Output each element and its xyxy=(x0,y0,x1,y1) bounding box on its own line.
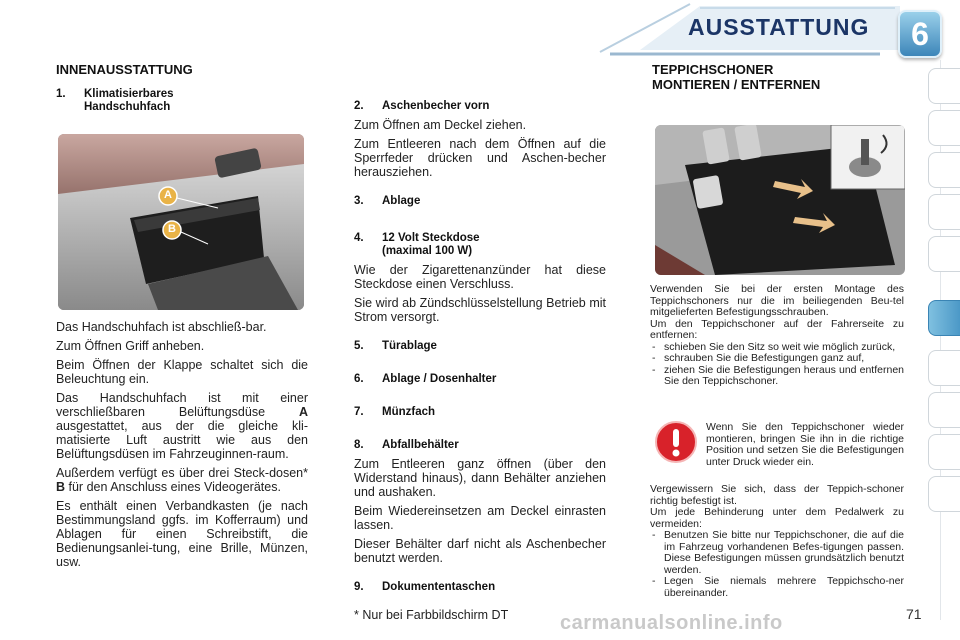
floor-mat-instructions: Verwenden Sie bei der ersten Montage des Teppichschoners nur die im beiliegenden Beu-tel mitgelieferten Befestigungsschrauben. Um den Teppichschoner auf der Fahrerseite zu entfernen: - schieben Sie den Sitz so weit wie möglich zurück, - schrauben Sie die Befestigungen ganz auf, - ziehen Sie die Befestigungen heraus und entfernen Sie den Teppichschoner. xyxy=(650,284,904,388)
item-5-heading: 5. Türablage xyxy=(354,340,437,352)
remove-step: - ziehen Sie die Befestigungen heraus und entfernen Sie den Teppichschoner. xyxy=(650,365,904,388)
warning-icon xyxy=(654,420,698,464)
chapter-tab-7[interactable] xyxy=(928,350,960,386)
item-8-heading: 8. Abfallbehälter xyxy=(354,439,459,451)
section-heading-teppichschoner: TEPPICHSCHONER MONTIEREN / ENTFERNEN xyxy=(652,62,821,92)
para-sockets: Außerdem verfügt es über drei Steck-dosen* B für den Anschluss eines Videogerätes. xyxy=(56,466,308,494)
section-heading-innenausstattung: INNENAUSSTATTUNG xyxy=(56,62,193,77)
middle-column xyxy=(354,100,606,622)
footnote: * Nur bei Farbbildschirm DT xyxy=(354,608,509,622)
chapter-tab-6-active[interactable] xyxy=(928,300,960,336)
prevent-step: - Benutzen Sie bitte nur Teppichschoner, die auf die im Fahrzeug vorhandenen Befes-tigungen passen. Diese Befestigungen müssen grundsätzlich benutzt werden. xyxy=(650,530,904,576)
remove-step: - schrauben Sie die Befestigungen ganz auf, xyxy=(650,353,904,365)
chapter-tab-4[interactable] xyxy=(928,194,960,230)
chapter-tab-2[interactable] xyxy=(928,110,960,146)
chapter-tab-9[interactable] xyxy=(928,434,960,470)
item-9-heading: 9. Dokumententaschen xyxy=(354,581,496,593)
para-light: Beim Öffnen der Klappe schaltet sich die Beleuchtung ein. xyxy=(56,358,308,386)
para-open: Zum Öffnen Griff anheben. xyxy=(56,339,205,353)
prevent-steps xyxy=(650,530,904,599)
item-7-heading: 7. Münzfach xyxy=(354,406,436,418)
glovebox-photo xyxy=(58,134,304,310)
item-4-text: Wie der Zigarettenanzünder hat diese Steckdose einen Verschluss. Sie wird ab Zündschlüsselstellung Betrieb mit Strom versorgt. xyxy=(354,263,606,324)
remove-steps xyxy=(650,342,904,388)
chapter-tab-8[interactable] xyxy=(928,392,960,428)
prevent-step: - Legen Sie niemals mehrere Teppichscho-ner übereinander. xyxy=(650,576,904,599)
para-vent: Das Handschuhfach ist mit einer verschließbaren Belüftungsdüse A ausgestattet, aus der die gleiche kli-matisierte Luft austritt wie aus den Belüftungsdüsen im Fahrzeuginnen-raum. xyxy=(56,391,308,461)
watermark: carmanualsonline.info xyxy=(560,612,783,634)
item-2-text: Zum Öffnen am Deckel ziehen. Zum Entleeren nach dem Öffnen auf die Sperrfeder drücken und Aschen-becher herausziehen. xyxy=(354,118,606,179)
item-3-heading: 3. Ablage xyxy=(354,195,421,207)
chapter-tab-5[interactable] xyxy=(928,236,960,272)
chapter-tab-1[interactable] xyxy=(928,68,960,104)
callout-b: B xyxy=(168,223,176,235)
item-6-heading: 6. Ablage / Dosenhalter xyxy=(354,373,497,385)
item-2-heading: 2. Aschenbecher vorn xyxy=(354,100,490,112)
chapter-number-badge: 6 xyxy=(898,10,942,58)
item-8-text: Zum Entleeren ganz öffnen (über den Widerstand hinaus), dann Behälter anziehen und aushaken. Beim Wiedereinsetzen am Deckel einrasten lassen. Dieser Behälter darf nicht als Aschenbecher benutzt werden. xyxy=(354,457,606,565)
floor-mat-photo xyxy=(655,125,905,275)
item-1-heading: 1. Klimatisierbares Handschuhfach xyxy=(56,88,174,113)
para-lockable: Das Handschuhfach ist abschließ-bar. xyxy=(56,320,267,334)
remove-step: - schieben Sie den Sitz so weit wie möglich zurück, xyxy=(650,342,904,354)
chapter-title: AUSSTATTUNG xyxy=(688,14,870,40)
para-firstaid: Es enthält einen Verbandkasten (je nach Bestimmungsland ggfs. im Kofferraum) und Ablagen für einen Schreibstift, die Bedienungsanlei-tung, eine Brille, Münzen, usw. xyxy=(56,499,308,569)
glovebox-description xyxy=(56,320,308,574)
callout-a: A xyxy=(164,189,172,201)
safety-instructions: Vergewissern Sie sich, dass der Teppich-schoner richtig befestigt ist. Um jede Behinderung unter dem Pedalwerk zu vermeiden: - Benutzen Sie bitte nur Teppichschoner, die auf die im Fahrzeug vorhandenen Befes-tigungen passen. Diese Befestigungen müssen grundsätzlich benutzt werden. - Legen Sie niemals mehrere Teppichscho-ner übereinander. xyxy=(650,484,904,599)
chapter-tab-3[interactable] xyxy=(928,152,960,188)
page-number: 71 xyxy=(906,606,922,622)
item-4-heading: 4. 12 Volt Steckdose (maximal 100 W) xyxy=(354,232,480,257)
warning-text: Wenn Sie den Teppichschoner wieder montieren, bringen Sie ihn in die richtige Position und setzen Sie die Befestigungen unter Druck wieder ein. xyxy=(706,421,904,468)
chapter-tab-10[interactable] xyxy=(928,476,960,512)
